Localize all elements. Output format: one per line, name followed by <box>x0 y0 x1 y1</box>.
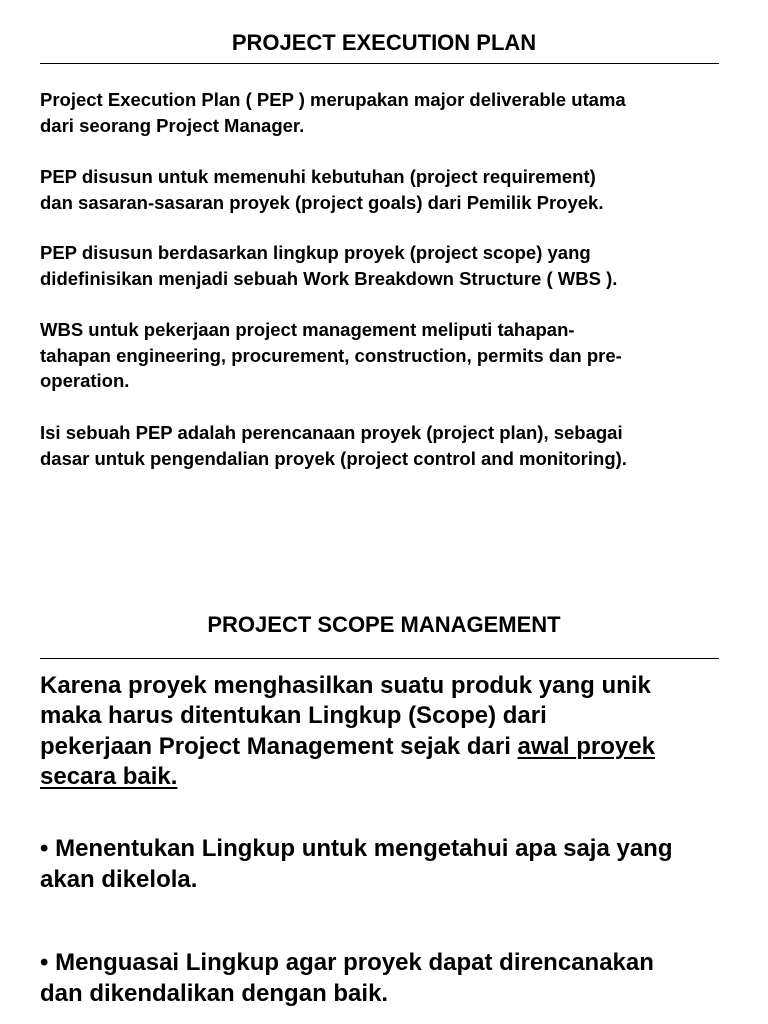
text-line: PEP disusun untuk memenuhi kebutuhan (project requirement) <box>40 166 596 187</box>
text-line: WBS untuk pekerjaan project management meliputi tahapan- <box>40 319 575 340</box>
title-divider <box>40 63 719 64</box>
text-line: tahapan engineering, procurement, construction, permits dan pre- <box>40 344 622 366</box>
text-line: • Menguasai Lingkup agar proyek dapat direncanakan <box>40 949 654 976</box>
text-line: didefinisikan menjadi sebuah Work Breakdown Structure ( WBS ). <box>40 267 618 289</box>
text-line: dan sasaran-sasaran proyek (project goals) dari Pemilik Proyek. <box>40 191 604 213</box>
text-line: maka harus ditentukan Lingkup (Scope) dari <box>40 702 547 730</box>
text-line: Isi sebuah PEP adalah perencanaan proyek (project plan), sebagai <box>40 422 623 443</box>
text-segment: pekerjaan Project Management sejak dari <box>40 732 518 760</box>
paragraph-pep-requirements <box>40 164 740 215</box>
text-line: operation. <box>40 370 130 392</box>
text-line: dasar untuk pengendalian proyek (project control and monitoring). <box>40 447 627 469</box>
section-divider <box>40 658 719 659</box>
page-title: PROJECT EXECUTION PLAN <box>231 30 537 55</box>
paragraph-pep-content <box>40 420 740 471</box>
text-line: Karena proyek menghasilkan suatu produk yang unik <box>40 672 651 699</box>
bullet-item-control-scope <box>40 947 740 1009</box>
text-line <box>40 732 740 762</box>
paragraph-wbs <box>40 317 740 394</box>
scope-intro-paragraph <box>40 671 740 792</box>
text-line: PEP disusun berdasarkan lingkup proyek (project scope) yang <box>40 242 591 263</box>
text-line: dari seorang Project Manager. <box>40 114 305 136</box>
text-line: akan dikelola. <box>40 866 198 893</box>
text-line: dan dikendalikan dengan baik. <box>40 980 389 1007</box>
paragraph-pep-scope <box>40 240 740 291</box>
paragraph-pep-definition <box>40 87 740 138</box>
underlined-text: secara baik. <box>40 762 178 790</box>
bullet-item-determine-scope <box>40 833 740 895</box>
text-line <box>40 762 740 792</box>
section-title: PROJECT SCOPE MANAGEMENT <box>207 612 561 637</box>
underlined-text: awal proyek <box>517 732 655 760</box>
text-line: Project Execution Plan ( PEP ) merupakan major deliverable utama <box>40 89 626 110</box>
text-line: • Menentukan Lingkup untuk mengetahui apa saja yang <box>40 835 673 862</box>
